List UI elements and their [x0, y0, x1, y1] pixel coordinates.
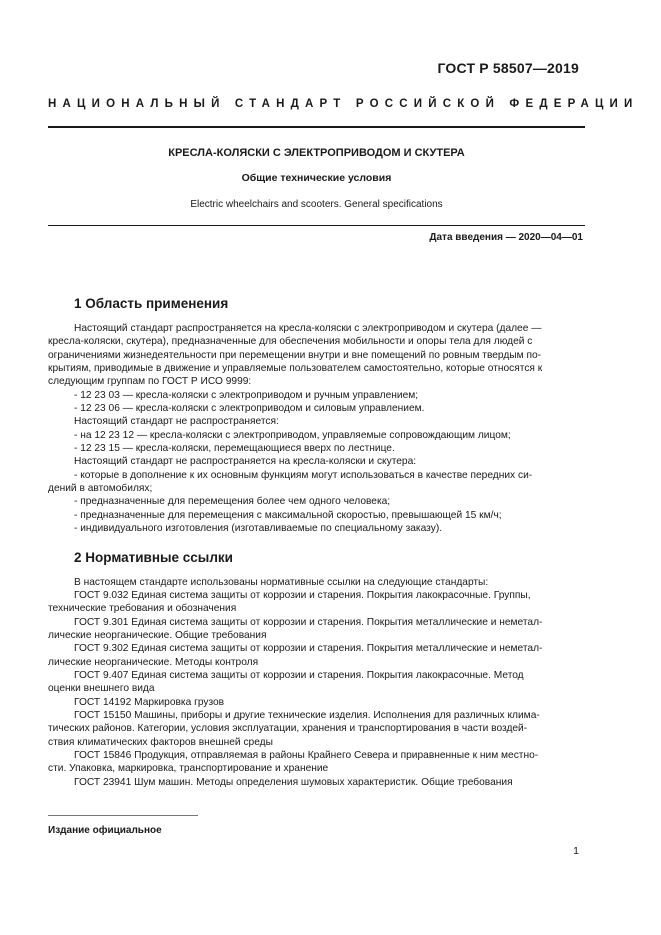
document-code: ГОСТ Р 58507—2019: [437, 60, 579, 76]
list-item: - 12 23 06 — кресла-коляски с электроприводом и силовым управлением.: [74, 403, 425, 415]
text-line: ГОСТ 23941 Шум машин. Методы определения шумовых характеристик. Общие требования: [74, 776, 513, 788]
text-line: ГОСТ 15150 Машины, приборы и другие технические изделия. Исполнения для различных клима-: [74, 709, 540, 721]
middle-divider: [48, 225, 585, 226]
section-gap: [48, 536, 583, 550]
document-body: [48, 296, 583, 789]
text-line: технические требования и обозначения: [48, 603, 237, 615]
footer-divider: [48, 815, 198, 816]
text-line: Настоящий стандарт распространяется на кресла-коляски с электроприводом и скутера (далее —: [74, 323, 542, 334]
text-line: ГОСТ 14192 Маркировка грузов: [74, 696, 225, 708]
text-line: лические неорганические. Общие требования: [48, 629, 267, 641]
list-item: - на 12 23 12 — кресла-коляски с электроприводом, управляемые сопровождающим лицом;: [74, 429, 511, 441]
page-number: 1: [573, 845, 579, 857]
text-line: дений в автомобилях;: [48, 483, 153, 495]
text-line: следующим группам по ГОСТ Р ИСО 9999:: [48, 376, 252, 388]
document-title: КРЕСЛА-КОЛЯСКИ С ЭЛЕКТРОПРИВОДОМ И СКУТЕРА: [168, 147, 465, 159]
text-line: тических районов. Категории, условия эксплуатации, хранения и транспортирования в части воздей-: [48, 723, 528, 735]
top-divider: [48, 126, 585, 128]
text-line: ГОСТ 9.407 Единая система защиты от коррозии и старения. Покрытия лакокрасочные. Метод: [74, 669, 524, 681]
text-line: оценки внешнего вида: [48, 683, 155, 695]
text-line: Настоящий стандарт не распространяется:: [74, 416, 279, 428]
official-edition-label: Издание официальное: [48, 825, 162, 836]
text-line: ограничениями жизнедеятельности при перемещении внутри и вне помещений по ровным твердым по-: [48, 349, 542, 361]
section-heading: 1 Область применения: [74, 296, 229, 311]
list-item: - индивидуального изготовления (изготавливаемые по специальному заказу).: [74, 523, 443, 535]
text-line: В настоящем стандарте использованы нормативные ссылки на следующие стандарты:: [74, 576, 489, 588]
section-heading: 2 Нормативные ссылки: [74, 549, 233, 565]
english-title: Electric wheelchairs and scooters. General specifications: [190, 199, 443, 210]
text-line: крытиям, приводимые в движение и управляемые пользователем самостоятельно, которые относятся к: [48, 363, 543, 375]
list-item: - предназначенные для перемещения более чем одного человека;: [74, 496, 391, 508]
text-line: ГОСТ 9.302 Единая система защиты от коррозии и старения. Покрытия металлические и неметал-: [74, 643, 543, 655]
document-subtitle: Общие технические условия: [241, 172, 392, 184]
text-line: ГОСТ 9.301 Единая система защиты от коррозии и старения. Покрытия металлические и неметал-: [74, 616, 543, 628]
text-line: ГОСТ 15846 Продукция, отправляемая в районы Крайнего Севера и приравненные к ним местно-: [74, 749, 539, 761]
text-line: ствия климатических факторов внешней среды: [48, 736, 273, 748]
text-line: сти. Упаковка, маркировка, транспортирование и хранение: [48, 763, 329, 775]
text-line: лические неорганические. Методы контроля: [48, 656, 259, 668]
text-line: Настоящий стандарт не распространяется на кресла-коляски и скутера:: [74, 456, 417, 468]
text-line: кресла-коляски, скутера), предназначенные для обеспечения мобильности и опоры тела для людей с: [48, 336, 533, 348]
list-item: - 12 23 03 — кресла-коляски с электроприводом и ручным управлением;: [74, 389, 419, 401]
introduction-date: Дата введения — 2020—04—01: [429, 232, 583, 243]
text-line: ГОСТ 9.032 Единая система защиты от коррозии и старения. Покрытия лакокрасочные. Группы,: [74, 589, 531, 601]
list-item: - 12 23 15 — кресла-коляски, перемещающиеся вверх по лестнице.: [74, 443, 395, 455]
list-item: - предназначенные для перемещения с максимальной скоростью, превышающей 15 км/ч;: [74, 509, 502, 521]
national-standard-banner: НАЦИОНАЛЬНЫЙ СТАНДАРТ РОССИЙСКОЙ ФЕДЕРАЦИИ: [48, 98, 639, 110]
list-item: - которые в дополнение к их основным функциям могут использоваться в качестве передних си-: [74, 469, 533, 481]
